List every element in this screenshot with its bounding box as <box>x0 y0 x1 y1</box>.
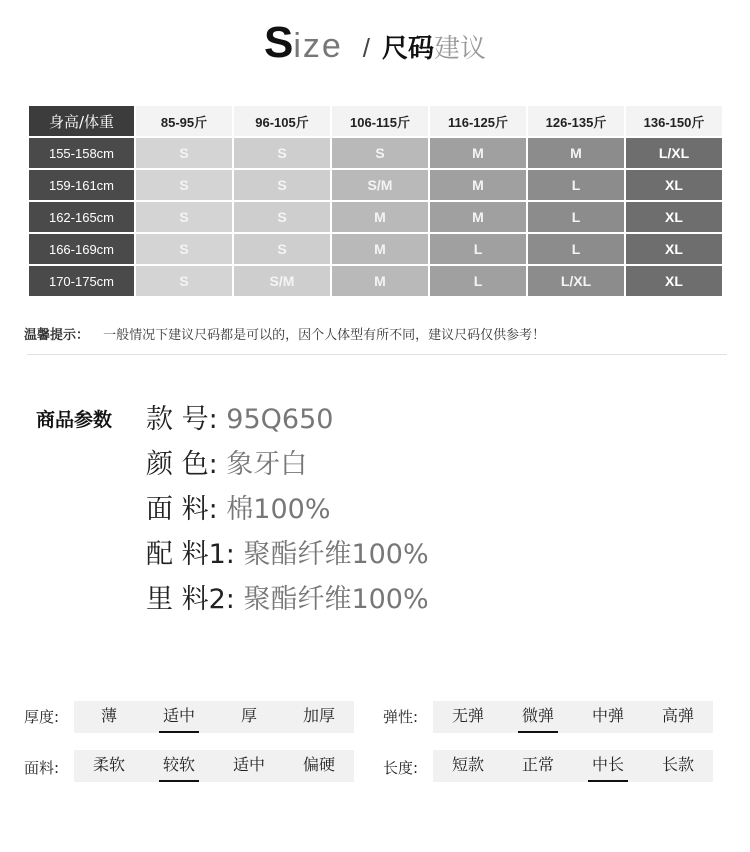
title-ize: ize <box>293 27 343 65</box>
thickness-option: 适中 <box>144 701 214 733</box>
size-cell: XL <box>626 234 722 264</box>
size-cell: L <box>528 234 624 264</box>
table-row <box>29 234 722 264</box>
thickness-label: 厚度: <box>24 708 60 726</box>
table-row <box>29 170 722 200</box>
size-cell: L <box>430 234 526 264</box>
size-cell: XL <box>626 266 722 296</box>
fabric-option: 适中 <box>232 755 265 774</box>
size-cell: S <box>234 170 330 200</box>
params-list <box>146 400 429 625</box>
size-cell: M <box>430 202 526 232</box>
elasticity-option: 中弹 <box>591 706 624 725</box>
title-cn-bold: 尺码 <box>382 34 435 64</box>
size-cell: XL <box>626 170 722 200</box>
height-label: 170-175cm <box>29 266 134 296</box>
size-cell: S <box>136 170 232 200</box>
size-cell: S <box>234 138 330 168</box>
table-row <box>29 138 722 168</box>
size-cell: S <box>234 234 330 264</box>
param-value: 象牙白 <box>226 449 308 480</box>
params-label: 商品参数 <box>36 409 113 431</box>
table-row <box>29 266 722 296</box>
size-cell: L <box>430 266 526 296</box>
size-title <box>0 18 750 68</box>
length-option: 短款 <box>451 755 484 774</box>
length-option: 正常 <box>521 755 554 774</box>
length-label: 长度: <box>383 759 419 777</box>
param-key: 里 料2: <box>146 584 235 615</box>
weight-header: 136-150斤 <box>626 106 722 136</box>
elasticity-options <box>433 701 713 733</box>
size-cell: S <box>136 138 232 168</box>
size-cell: S <box>234 202 330 232</box>
param-row <box>146 400 429 445</box>
size-cell: L <box>528 202 624 232</box>
elasticity-label: 弹性: <box>383 708 419 726</box>
param-value: 聚酯纤维100% <box>243 584 429 615</box>
tip-text: 一般情况下建议尺码都是可以的，因个人体型有所不同，建议尺码仅供参考！ <box>103 328 546 343</box>
elasticity-option: 高弹 <box>661 706 694 725</box>
size-cell: L <box>528 170 624 200</box>
section-divider <box>27 354 727 355</box>
tip-label: 温馨提示： <box>24 328 90 343</box>
fabric-option: 较软 <box>144 750 214 782</box>
height-label: 155-158cm <box>29 138 134 168</box>
table-corner-label: 身高/体重 <box>29 106 134 136</box>
param-row <box>146 580 429 625</box>
table-row <box>29 202 722 232</box>
length-option: 长款 <box>661 755 694 774</box>
height-label: 166-169cm <box>29 234 134 264</box>
size-cell: S/M <box>332 170 428 200</box>
weight-header: 106-115斤 <box>332 106 428 136</box>
weight-header: 116-125斤 <box>430 106 526 136</box>
height-label: 159-161cm <box>29 170 134 200</box>
title-cn-light: 建议 <box>434 34 487 64</box>
fabric-options <box>74 750 354 782</box>
title-slash: / <box>362 33 371 63</box>
size-table-header <box>29 106 722 136</box>
length-options <box>433 750 713 782</box>
size-tip <box>24 324 545 343</box>
fabric-label: 面料: <box>24 759 60 777</box>
size-cell: M <box>528 138 624 168</box>
size-cell: S <box>136 266 232 296</box>
param-value: 聚酯纤维100% <box>243 539 429 570</box>
param-key: 面 料: <box>146 494 218 525</box>
weight-header: 126-135斤 <box>528 106 624 136</box>
param-key: 款 号: <box>146 404 218 435</box>
fabric-option: 柔软 <box>92 755 125 774</box>
size-cell: L/XL <box>626 138 722 168</box>
size-cell: L/XL <box>528 266 624 296</box>
param-value: 棉100% <box>226 494 331 525</box>
height-label: 162-165cm <box>29 202 134 232</box>
param-row <box>146 535 429 580</box>
size-cell: M <box>332 202 428 232</box>
size-cell: XL <box>626 202 722 232</box>
param-key: 配 料1: <box>146 539 235 570</box>
weight-header: 85-95斤 <box>136 106 232 136</box>
thickness-option: 薄 <box>100 706 117 725</box>
title-big-s: S <box>263 18 294 67</box>
thickness-option: 加厚 <box>302 706 335 725</box>
weight-header: 96-105斤 <box>234 106 330 136</box>
size-cell: M <box>332 266 428 296</box>
param-row <box>146 445 429 490</box>
size-cell: M <box>430 138 526 168</box>
param-key: 颜 色: <box>146 449 218 480</box>
size-table <box>27 104 724 298</box>
size-cell: M <box>332 234 428 264</box>
length-option: 中长 <box>573 750 643 782</box>
param-row <box>146 490 429 535</box>
elasticity-option: 无弹 <box>451 706 484 725</box>
size-cell: S/M <box>234 266 330 296</box>
size-cell: S <box>136 234 232 264</box>
size-cell: S <box>136 202 232 232</box>
thickness-option: 厚 <box>240 706 257 725</box>
thickness-options <box>74 701 354 733</box>
size-cell: S <box>332 138 428 168</box>
param-value: 95Q650 <box>226 404 334 435</box>
fabric-option: 偏硬 <box>302 755 335 774</box>
size-cell: M <box>430 170 526 200</box>
elasticity-option: 微弹 <box>503 701 573 733</box>
